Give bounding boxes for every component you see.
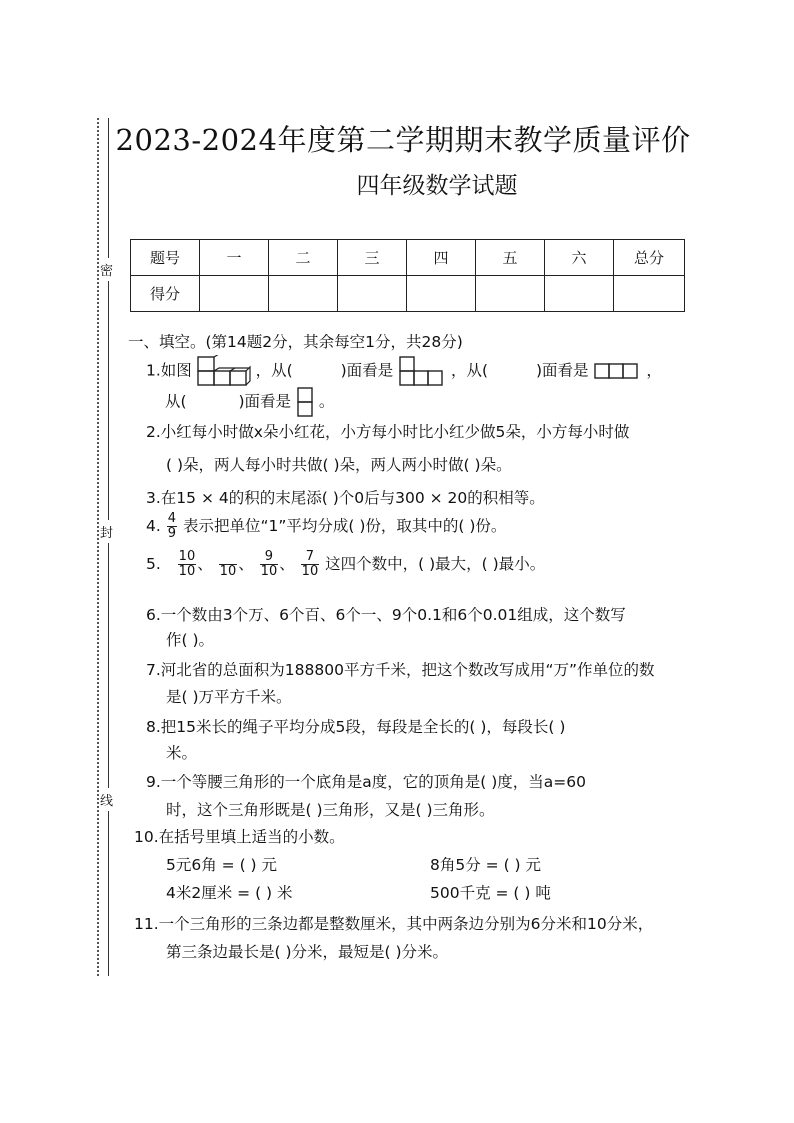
binding-solid-line (108, 118, 109, 976)
score-cell[interactable] (614, 276, 685, 312)
view-row-icon (593, 362, 641, 380)
question-9-line-1: 9.一个等腰三角形的一个底角是a度，它的顶角是( )度，当a=60 (146, 773, 587, 791)
score-cell[interactable] (476, 276, 545, 312)
seal-mark-xian: 线 (100, 788, 113, 811)
question-1-line-2 (165, 387, 334, 417)
fraction (178, 550, 197, 579)
q1-text: 。 (318, 392, 335, 411)
question-7-line-1: 7.河北省的总面积为188800平方千米，把这个数改写成用“万”作单位的数 (146, 661, 655, 679)
fraction (219, 550, 238, 579)
score-cell[interactable] (200, 276, 269, 312)
q5-number: 5. (146, 555, 161, 573)
header-cell: 一 (200, 240, 269, 276)
q1-text: )面看是 (238, 392, 291, 411)
score-cell[interactable] (545, 276, 614, 312)
fraction-denominator: 10 (301, 564, 319, 579)
score-cell[interactable] (269, 276, 338, 312)
exam-title: 2023-2024年度第二学期期末教学质量评价 (115, 123, 691, 157)
question-11-line-2: 第三条边最长是( )分米，最短是( )分米。 (166, 943, 449, 961)
fraction (301, 550, 320, 579)
fraction-denominator: 10 (260, 564, 278, 579)
conversion-item: 500千克 = ( ) 吨 (430, 884, 551, 902)
question-6-line-1: 6.一个数由3个万、6个百、6个一、9个0.1和6个0.01组成，这个数写 (146, 606, 626, 624)
fraction-numerator: 4 (167, 511, 177, 526)
separator: 、 (238, 555, 254, 573)
header-cell: 四 (407, 240, 476, 276)
question-8-line-1: 8.把15米长的绳子平均分成5段，每段是全长的( )，每段长( ) (146, 718, 566, 736)
question-4 (146, 512, 506, 541)
header-cell: 题号 (131, 240, 200, 276)
question-3: 3.在15 × 4的积的末尾添( )个0后与300 × 20的积相等。 (146, 489, 545, 507)
header-cell: 六 (545, 240, 614, 276)
question-11-line-1: 11.一个三角形的三条边都是整数厘米，其中两条边分别为6分米和10分米， (134, 915, 654, 933)
q1-text: )面看是 (535, 361, 589, 380)
q1-text: )面看是 (340, 361, 394, 380)
fraction-numerator: 9 (260, 550, 279, 565)
header-cell: 三 (338, 240, 407, 276)
q1-text: ，从( (255, 361, 293, 380)
cube-solid-figure-icon (197, 355, 251, 387)
header-cell: 二 (269, 240, 338, 276)
conversion-item: 8角5分 = ( ) 元 (430, 856, 542, 874)
question-2-line-1: 2.小红每小时做x朵小红花，小方每小时比小红少做5朵，小方每小时做 (146, 423, 630, 441)
header-cell: 五 (476, 240, 545, 276)
row-label: 得分 (131, 276, 200, 312)
fraction-denominator: 10 (219, 564, 237, 579)
q4-text: 表示把单位“1”平均分成( )份，取其中的( )份。 (182, 517, 507, 535)
q1-text: 从( (165, 392, 187, 411)
score-table-score-row (131, 276, 685, 312)
q1-text: ，从( (451, 361, 489, 380)
question-2-line-2: ( )朵，两人每小时共做( )朵，两人两小时做( )朵。 (166, 456, 512, 474)
question-7-line-2: 是( )万平方千米。 (166, 688, 292, 706)
view-l-shape-icon (398, 356, 446, 386)
fraction (260, 550, 279, 579)
question-10-heading: 10.在括号里填上适当的小数。 (134, 828, 345, 846)
question-5 (146, 550, 545, 579)
fraction-denominator: 9 (167, 526, 177, 541)
q1-text: ， (646, 361, 662, 380)
exam-subtitle: 四年级数学试题 (356, 173, 518, 199)
score-cell[interactable] (407, 276, 476, 312)
question-8-line-2: 米。 (166, 744, 198, 762)
q4-number: 4. (146, 517, 161, 535)
fraction-numerator: 10 (178, 549, 196, 564)
seal-mark-mi: 密 (100, 258, 113, 281)
separator: 、 (197, 555, 213, 573)
seal-mark-feng: 封 (100, 520, 113, 543)
binding-dotted-line (97, 118, 103, 976)
score-table-header-row (131, 240, 685, 276)
question-6-line-2: 作( )。 (166, 631, 215, 649)
question-9-line-2: 时，这个三角形既是( )三角形，又是( )三角形。 (166, 801, 495, 819)
score-table (130, 239, 685, 312)
separator: 、 (279, 555, 295, 573)
fraction-denominator: 10 (178, 564, 196, 579)
fraction-numerator (219, 550, 238, 565)
question-1-line-1 (146, 355, 662, 385)
view-column-icon (296, 387, 314, 417)
fraction-numerator: 7 (301, 550, 320, 565)
section-heading: 一、填空。(第14题2分，其余每空1分，共28分) (128, 333, 463, 351)
fraction (167, 512, 177, 541)
header-cell: 总分 (614, 240, 685, 276)
conversion-item: 4米2厘米 = ( ) 米 (166, 884, 293, 902)
conversion-item: 5元6角 = ( ) 元 (166, 856, 278, 874)
q5-text: 这四个数中，( )最大，( )最小。 (325, 555, 546, 573)
q1-text: 1.如图 (146, 361, 192, 380)
score-cell[interactable] (338, 276, 407, 312)
